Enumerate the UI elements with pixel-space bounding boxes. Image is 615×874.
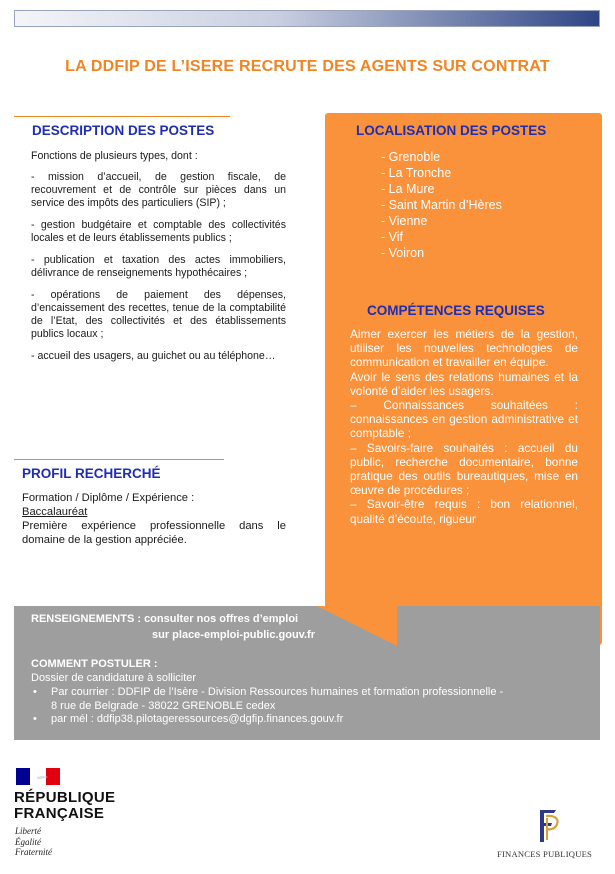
competences-line: – Savoir-être requis : bon relationnel, qualité d’écoute, rigueur: [350, 497, 578, 526]
competences-heading: COMPÉTENCES REQUISES: [367, 303, 545, 318]
republique-francaise-logo: [14, 766, 124, 866]
motto-line: Égalité: [15, 836, 41, 847]
competences-line: – Savoirs-faire souhaités : accueil du public, recherche documentaire, bonne pratique des outils bureautiques, mise en œuvre de procédures ;: [350, 440, 578, 498]
localisation-item: - Vienne: [381, 214, 428, 228]
localisation-item: - Vif: [381, 230, 403, 244]
header-band: [14, 10, 600, 27]
panel-fold: [317, 606, 397, 646]
postuler-mel: • par mél : ddfip38.pilotageressources@dgfip.finances.gouv.fr: [31, 713, 591, 727]
page-title: LA DDFIP DE L’ISERE RECRUTE DES AGENTS SUR CONTRAT: [65, 58, 550, 75]
localisation-item: - Voiron: [381, 246, 425, 260]
section-rule: [14, 116, 230, 117]
profil-heading: PROFIL RECHERCHÉ: [22, 466, 161, 481]
competences-line: Aimer exercer les métiers de la gestion, utiliser les nouvelles technologies de communication et travailler en équipe.: [350, 327, 578, 370]
localisation-heading: LOCALISATION DES POSTES: [356, 123, 547, 138]
fp-monogram-icon: [532, 806, 562, 844]
localisation-item: - La Mure: [381, 182, 435, 196]
competences-line: Avoir le sens des relations humaines et la volonté d’aider les usagers.: [350, 369, 578, 398]
competences-body: [350, 327, 578, 526]
postuler-courrier: • Par courrier : DDFIP de l’Isère - Division Ressources humaines et formation professionnelle -: [31, 686, 591, 700]
localisation-list: [381, 149, 502, 261]
description-intro: Fonctions de plusieurs types, dont :: [31, 150, 198, 162]
motto: [15, 826, 52, 858]
description-heading: DESCRIPTION DES POSTES: [32, 123, 215, 138]
postuler-heading: COMMENT POSTULER :: [31, 658, 158, 670]
description-item: - gestion budgétaire et comptable des collectivités locales et de leurs établissements publics ;: [31, 219, 286, 244]
postuler-dossier: Dossier de candidature à solliciter: [31, 672, 197, 684]
competences-line: – Connaissances souhaitées : connaissances en gestion administrative et comptable ;: [350, 398, 578, 441]
localisation-item: - Saint Martin d’Hères: [381, 198, 502, 212]
description-body: [31, 150, 286, 372]
description-item: - publication et taxation des actes immobiliers, délivrance de renseignements hypothécaires ;: [31, 254, 286, 279]
description-item: - opérations de paiement des dépenses, d’encaissement des recettes, tenue de la comptabilité de l’Etat, des collectivités et des établissements publics locaux ;: [31, 289, 286, 340]
republique-francaise-text: [14, 790, 115, 822]
profil-line: Formation / Diplôme / Expérience :: [22, 492, 195, 504]
motto-line: Liberté: [15, 826, 41, 836]
description-item: - mission d’accueil, de gestion fiscale, de recouvrement et de contrôle sur pièces dans un service des impôts des particuliers (SIP) ;: [31, 171, 286, 209]
renseignements-line: RENSEIGNEMENTS : consulter nos offres d’emploi: [31, 613, 299, 625]
profil-body: [22, 491, 286, 547]
profil-line: Première expérience professionnelle dans le domaine de la gestion appréciée.: [22, 520, 286, 546]
rf-line: FRANÇAISE: [14, 805, 105, 822]
rf-line: RÉPUBLIQUE: [14, 789, 116, 806]
finances-publiques-text: FINANCES PUBLIQUES: [497, 849, 593, 859]
profil-diploma: Baccalauréat: [22, 506, 88, 518]
description-item: - accueil des usagers, au guichet ou au téléphone…: [31, 350, 276, 362]
finances-publiques-logo: [494, 806, 604, 866]
motto-line: Fraternité: [15, 847, 52, 857]
postuler-list: [31, 686, 591, 727]
marianne-flag-icon: [16, 768, 60, 785]
postuler-adresse: 8 rue de Belgrade - 38022 GRENOBLE cedex: [51, 699, 276, 712]
renseignements-url: sur place-emploi-public.gouv.fr: [152, 629, 315, 641]
section-rule: [14, 459, 224, 460]
localisation-item: - Grenoble: [381, 150, 441, 164]
localisation-item: - La Tronche: [381, 166, 452, 180]
